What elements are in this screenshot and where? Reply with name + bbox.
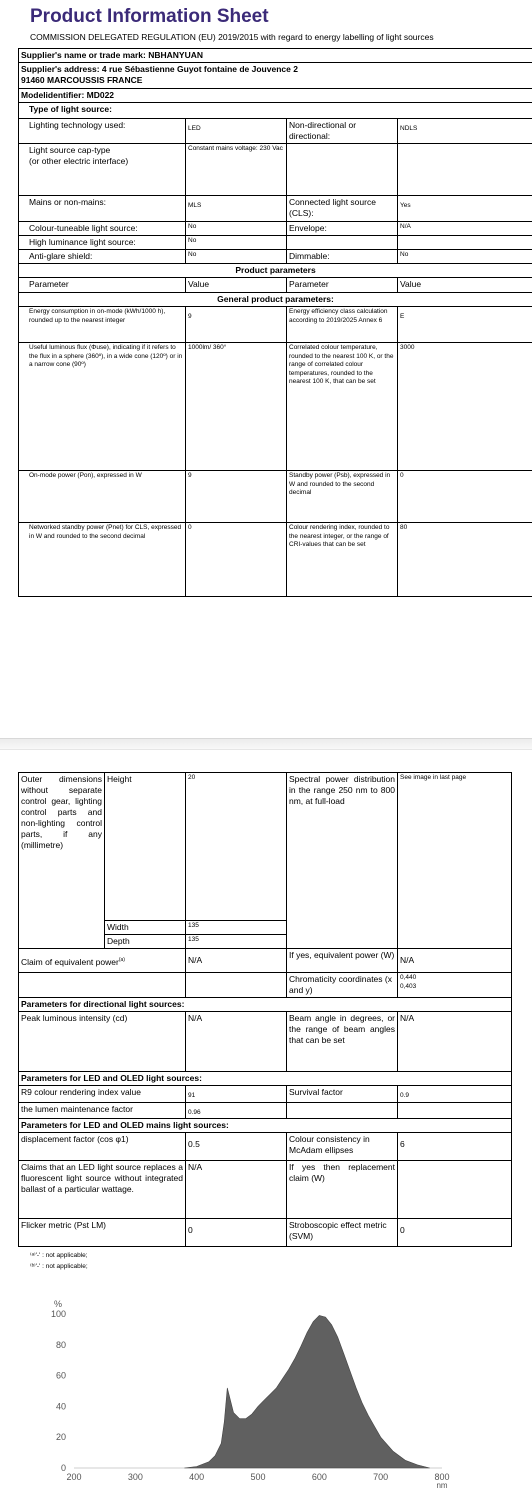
lumen-label: the lumen maintenance factor [19,1102,186,1119]
param-label: Networked standby power (Pnet) for CLS, expressed in W and rounded to the second decimal [19,523,186,597]
r9-value: 91 [186,1086,287,1103]
product-params-heading: Product parameters [19,264,532,278]
param-value2: 0 [398,471,532,523]
disp-value: 0.5 [186,1133,287,1161]
page-title: Product Information Sheet [30,6,269,27]
y-tick-label: 80 [55,1339,66,1350]
type-value: No [186,236,287,250]
chroma-x: 0,440 [400,974,417,981]
col-header-parameter: Parameter [19,278,186,293]
depth-value: 135 [186,935,287,949]
param-label: Energy consumption in on-mode (kWh/1000 h), rounded up to the nearest integer [19,307,186,343]
y-tick-label: 20 [55,1432,66,1443]
param-value: 9 [186,471,287,523]
equiv-label: If yes, equivalent power (W) [287,949,398,973]
col-header-value2: Value [398,278,532,293]
type-value2 [398,144,532,196]
supplier-address [19,63,532,89]
col-header-parameter2: Parameter [287,278,398,293]
type-label2: Non-directional or directional: [287,119,398,144]
chroma-y: 0,403 [400,982,417,990]
lumen-value: 0.96 [186,1102,287,1119]
product-info-table [18,48,532,597]
height-label: Height [105,773,186,921]
param-label: Useful luminous flux (Φuse), indicating if it refers to the flux in a sphere (360º), in a wide cone (120º) or in a narrow cone (90º) [19,343,186,471]
strobo-label: Stroboscopic effect metric (SVM) [287,1219,398,1247]
page-subtitle: COMMISSION DELEGATED REGULATION (EU) 2019/2015 with regard to energy labelling of light sources [30,32,434,42]
replace-label: If yes then replacement claim (W) [287,1161,398,1219]
survival-value: 0.9 [398,1086,512,1103]
directional-heading: Parameters for directional light sources: [19,998,512,1012]
param-label2: Colour rendering index, rounded to the nearest integer, or the range of CRI-values that can be set [287,523,398,597]
x-axis-unit: nm [436,1481,448,1490]
x-tick-label: 700 [373,1472,389,1482]
param-value: 0 [186,523,287,597]
width-value: 135 [186,921,287,935]
claim-label: Claim of equivalent power [21,956,119,967]
x-tick-label: 200 [66,1472,82,1482]
survival-label: Survival factor [287,1086,398,1103]
param-value: 1000lm/ 360° [186,343,287,471]
spectrum-area [184,1316,429,1469]
mcadam-value: 6 [398,1133,512,1161]
width-label: Width [105,921,186,935]
x-tick-label: 500 [250,1472,266,1482]
general-params-heading: General product parameters: [19,293,532,307]
y-tick-label: 100 [50,1309,66,1319]
x-tick-label: 300 [127,1472,143,1482]
r9-label: R9 colour rendering index value [19,1086,186,1103]
beam-label: Beam angle in degrees, or the range of beam angles that can be set [287,1012,398,1072]
param-value2: 80 [398,523,532,597]
param-value2: E [398,307,532,343]
param-value2: 3000 [398,343,532,471]
y-axis-unit: % [53,1299,63,1309]
type-label2 [287,236,398,250]
col-header-value: Value [186,278,287,293]
footnote-b: ⁽ᵇ⁾'-' : not applicable; [30,1263,88,1270]
claim-footnote-marker: (a) [118,957,125,963]
x-tick-label: 800 [434,1472,450,1482]
type-label: High luminance light source: [19,236,186,250]
y-tick-label: 0 [60,1463,66,1473]
x-tick-label: 600 [311,1472,327,1482]
type-value2: No [398,250,532,264]
spd-label: Spectral power distribution in the range 250 nm to 800 nm, at full-load [287,773,398,949]
type-value: No [186,250,287,264]
claims-label: Claims that an LED light source replaces a fluorescent light source without integrated ballast of a particular wattage. [19,1161,186,1219]
type-label: Anti-glare shield: [19,250,186,264]
type-label: Mains or non-mains: [19,196,186,222]
type-label: Light source cap-type (or other electric interface) [19,144,186,196]
type-value: MLS [186,196,287,222]
claims-value: N/A [186,1161,287,1219]
type-heading: Type of light source: [19,103,532,119]
y-tick-label: 40 [55,1401,66,1412]
type-label2: Connected light source (CLS): [287,196,398,222]
dims-label: Outer dimensions without separate control gear, lighting control parts and non-lighting control parts, if any (millimetre) [19,773,105,949]
type-value2: Yes [398,196,532,222]
model-identifier: Modelidentifier: MD022 [19,89,532,103]
page-two [18,772,532,1272]
mains-heading: Parameters for LED and OLED mains light sources: [19,1119,512,1133]
depth-label: Depth [105,935,186,949]
type-label2: Envelope: [287,222,398,236]
flicker-label: Flicker metric (Pst LM) [19,1219,186,1247]
spd-value: See image in last page [398,773,512,949]
supplier-name: Supplier's name or trade mark: NBHANYUAN [19,49,532,63]
chroma-values [398,973,512,998]
type-label2: Dimmable: [287,250,398,264]
supplier-address-line2: 91460 MARCOUSSIS FRANCE [21,75,143,85]
type-value: No [186,222,287,236]
claim-equivalent-power [19,949,186,973]
product-info-table-continued [18,772,512,1247]
mcadam-label: Colour consistency in McAdam ellipses [287,1133,398,1161]
claim-value: N/A [186,949,287,973]
supplier-address-line1: Supplier's address: 4 rue Sébastienne Guyot fontaine de Jouvence 2 [21,64,298,74]
type-value2 [398,236,532,250]
y-tick-label: 60 [55,1370,66,1381]
footnote-a: ⁽ᵃ⁾'-' : not applicable; [30,1252,88,1259]
type-label: Colour-tuneable light source: [19,222,186,236]
disp-label: displacement factor (cos φ1) [19,1133,186,1161]
param-label2: Standby power (Psb), expressed in W and rounded to the second decimal [287,471,398,523]
strobo-value: 0 [398,1219,512,1247]
type-value: Constant mains voltage: 230 Vac [186,144,287,196]
page-one [18,0,532,597]
type-value: LED [186,119,287,144]
param-label: On-mode power (Pon), expressed in W [19,471,186,523]
flicker-value: 0 [186,1219,287,1247]
param-label2: Energy efficiency class calculation according to 2019/2025 Annex 6 [287,307,398,343]
chroma-label: Chromaticity coordinates (x and y) [287,973,398,998]
replace-value [398,1161,512,1219]
led-heading: Parameters for LED and OLED light sources: [19,1072,512,1086]
spectral-distribution-chart [40,1290,460,1495]
type-value2: N/A [398,222,532,236]
x-tick-label: 400 [189,1472,205,1482]
peak-label: Peak luminous intensity (cd) [19,1012,186,1072]
param-value: 9 [186,307,287,343]
height-value: 20 [186,773,287,921]
param-label2: Correlated colour temperature, rounded to the nearest 100 K, or the range of correlated colour temperatures, rounded to the nearest 100 K, that can be set [287,343,398,471]
page-separator [0,738,532,750]
type-label2 [287,144,398,196]
footnotes [18,1247,532,1272]
equiv-value: N/A [398,949,512,973]
beam-value: N/A [398,1012,512,1072]
peak-value: N/A [186,1012,287,1072]
type-label: Lighting technology used: [19,119,186,144]
type-value2: NDLS [398,119,532,144]
